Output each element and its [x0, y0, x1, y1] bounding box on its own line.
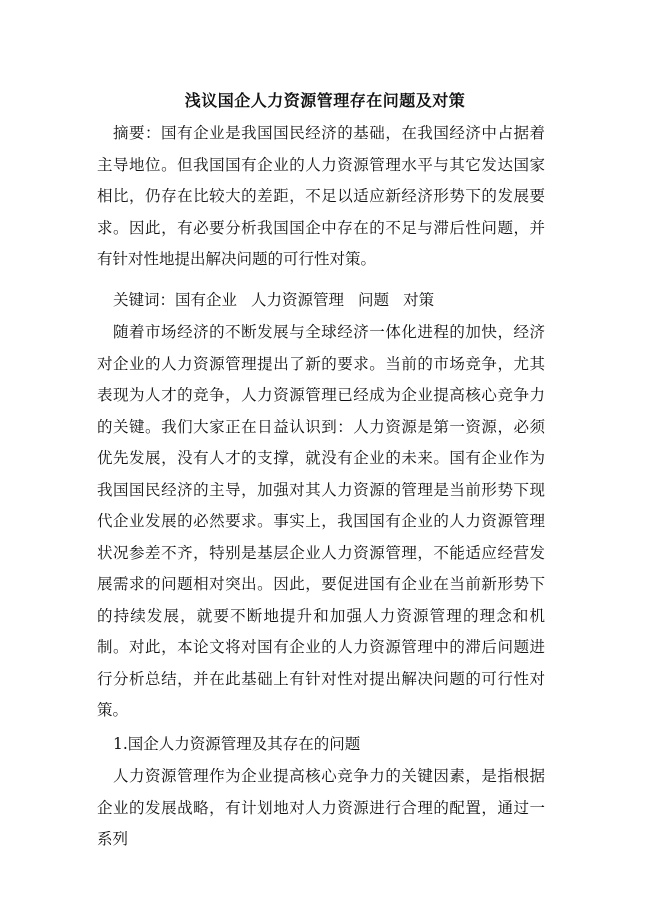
keyword-item: 人力资源管理 [251, 291, 345, 309]
document-title: 浅议国企人力资源管理存在问题及对策 [184, 91, 466, 110]
keyword-item: 问题 [358, 291, 390, 309]
keyword-item: 国有企业 [175, 291, 238, 309]
section-paragraph: 人力资源管理作为企业提高核心竞争力的关键因素，是指根据企业的发展战略，有计划地对人力资源进行合理的配置，通过一系列 [97, 767, 545, 848]
abstract-paragraph: 摘要：国有企业是我国国民经济的基础，在我国经济中占据着主导地位。但我国国有企业的人力资源管理水平与其它发达国家相比，仍存在比较大的差距，不足以适应新经济形势下的发展要求。因此，有必要分析我国国企中存在的不足与滞后性问题，并有针对性地提出解决问题的可行性对策。 [97, 124, 545, 268]
keywords-line [97, 285, 545, 317]
keywords-label: 关键词： [113, 291, 176, 309]
keyword-item: 对策 [403, 291, 435, 309]
intro-paragraph: 随着市场经济的不断发展与全球经济一体化进程的加快，经济对企业的人力资源管理提出了新的要求。当前的市场竞争，尤其表现为人才的竞争，人力资源管理已经成为企业提高核心竞争力的关键。我们大家正在日益认识到：人力资源是第一资源，必须优先发展，没有人才的支撑，就没有企业的未来。国有企业作为我国国民经济的主导，加强对其人力资源的管理是当前形势下现代企业发展的必然要求。事实上，我国国有企业的人力资源管理状况参差不齐，特别是基层企业人力资源管理，不能适应经营发展需求的问题相对突出。因此，要促进国有企业在当前新形势下的持续发展，就要不断地提升和加强人力资源管理的理念和机制。对此，本论文将对国有企业的人力资源管理中的滞后问题进行分析总结，并在此基础上有针对性对提出解决问题的可行性对策。 [97, 323, 545, 719]
section-heading: 1.国企人力资源管理及其存在的问题 [113, 735, 361, 753]
